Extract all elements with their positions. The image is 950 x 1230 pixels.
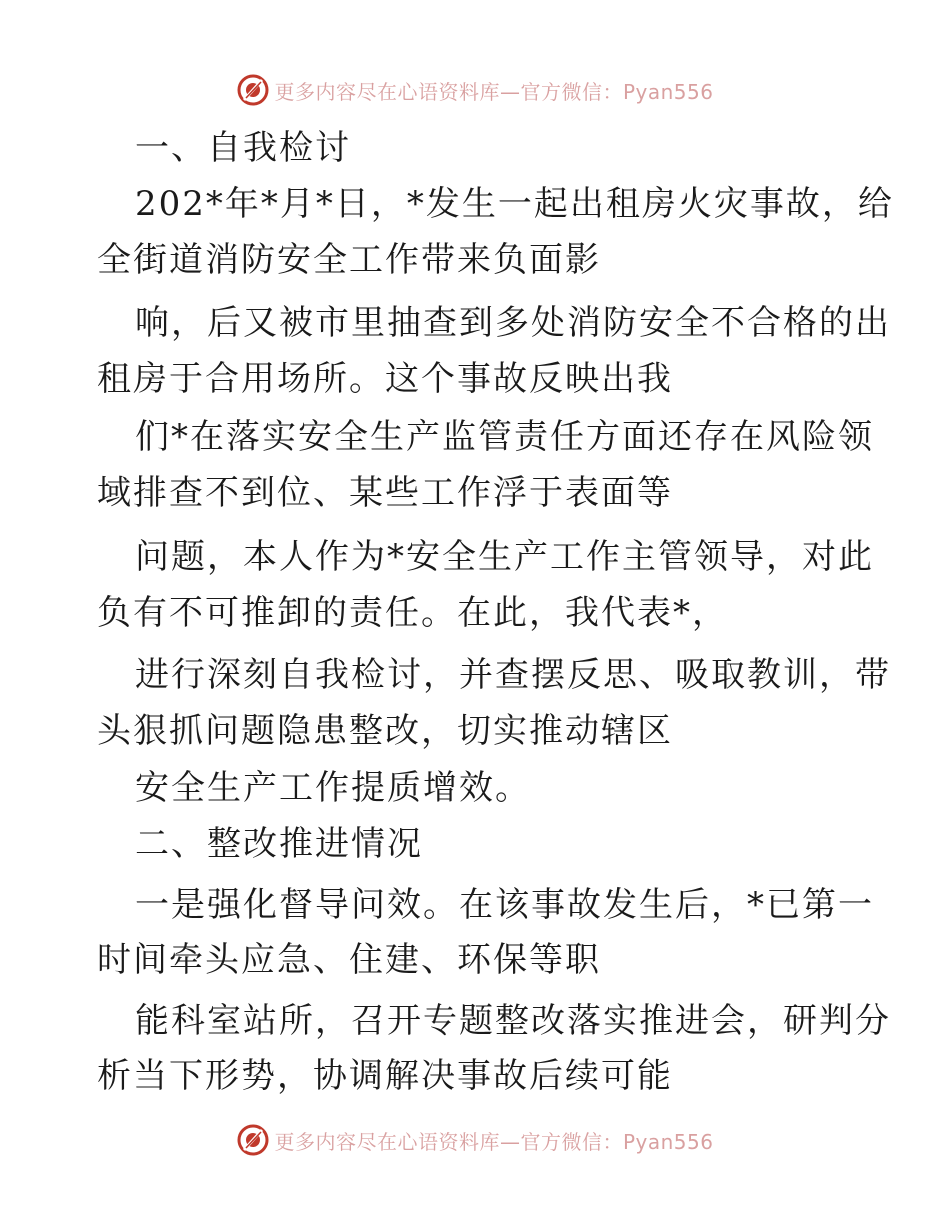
- paragraph-line: 们*在落实安全生产监管责任方面还存在风险领: [135, 417, 874, 457]
- paragraph-line: 租房于合用场所。这个事故反映出我: [97, 359, 673, 399]
- section-heading: 二、整改推进情况: [135, 824, 423, 864]
- logo-icon: [236, 1123, 270, 1157]
- paragraph-line: 时间牵头应急、住建、环保等职: [97, 940, 601, 980]
- watermark-header: [0, 70, 950, 110]
- paragraph-line: 问题，本人作为*安全生产工作主管领导，对此: [135, 537, 874, 577]
- watermark-text: 更多内容尽在心语资料库—官方微信：Pyan556: [274, 79, 714, 104]
- paragraph-line: 析当下形势，协调解决事故后续可能: [97, 1056, 673, 1096]
- paragraph-line: 响，后又被市里抽查到多处消防安全不合格的出: [135, 303, 891, 343]
- watermark-text: 更多内容尽在心语资料库—官方微信：Pyan556: [274, 1129, 714, 1154]
- paragraph-line: 负有不可推卸的责任。在此，我代表*，: [97, 593, 728, 633]
- paragraph-line: 头狠抓问题隐患整改，切实推动辖区: [97, 711, 673, 751]
- paragraph-line: 202*年*月*日，*发生一起出租房火灾事故，给: [135, 184, 894, 224]
- paragraph-line: 一是强化督导问效。在该事故发生后，*已第一: [135, 885, 874, 925]
- paragraph-line: 能科室站所，召开专题整改落实推进会，研判分: [135, 1001, 891, 1041]
- paragraph-line: 全街道消防安全工作带来负面影: [97, 240, 601, 280]
- section-heading: 一、自我检讨: [135, 128, 351, 168]
- watermark-footer: [0, 1120, 950, 1160]
- paragraph-line: 域排查不到位、某些工作浮于表面等: [97, 473, 673, 513]
- logo-icon: [236, 73, 270, 107]
- paragraph-line: 进行深刻自我检讨，并查摆反思、吸取教训，带: [135, 655, 891, 695]
- paragraph-line: 安全生产工作提质增效。: [135, 768, 531, 808]
